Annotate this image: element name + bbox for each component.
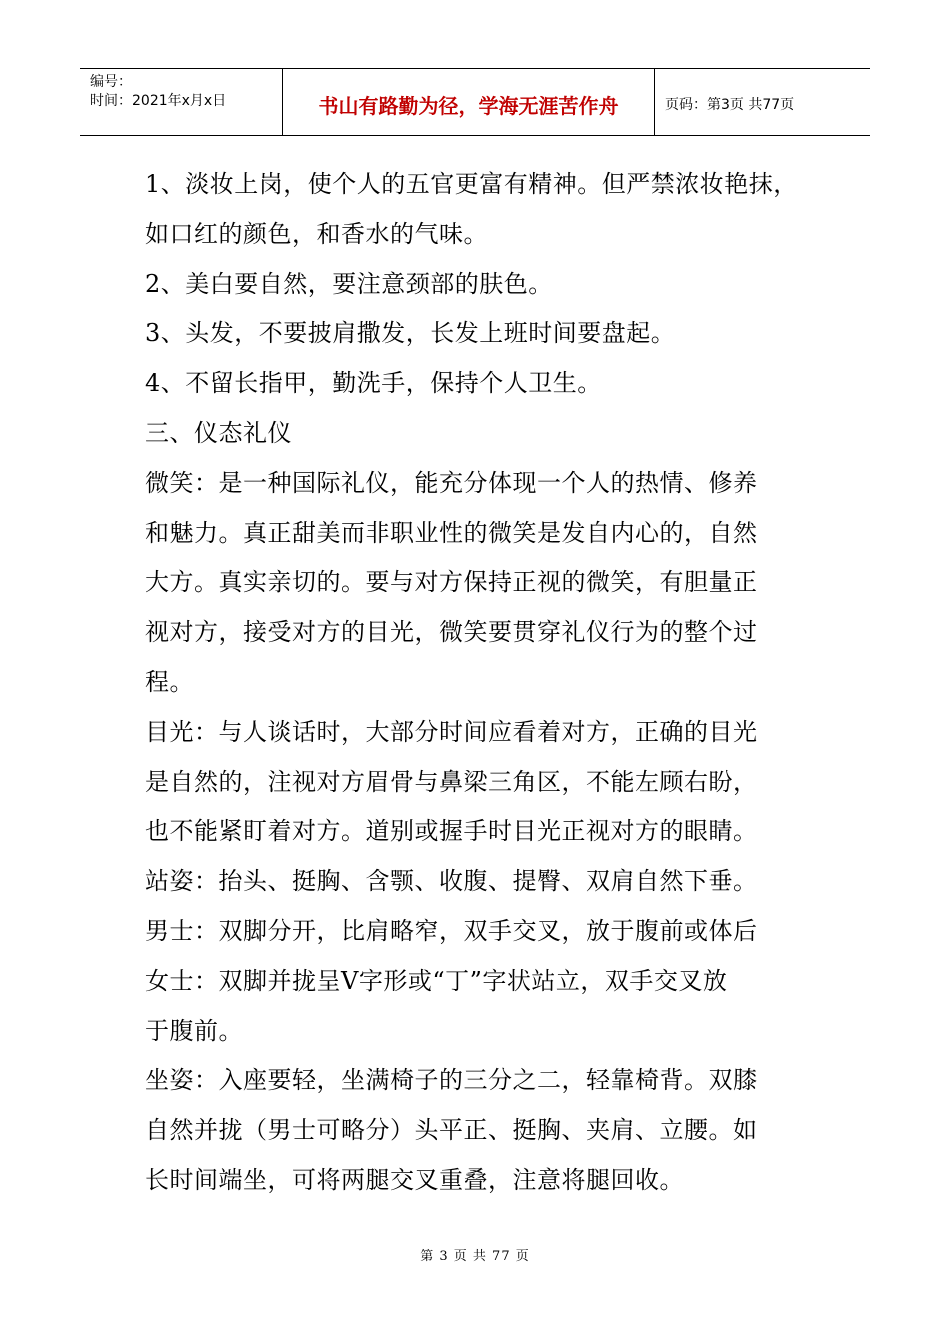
body-line: 2、美白要自然，要注意颈部的肤色。 — [145, 269, 553, 298]
document-date: 时间：2021年x月x日 — [90, 93, 227, 109]
page-header — [80, 68, 870, 136]
page-footer: 第 3 页 共 77 页 — [420, 1249, 530, 1264]
document-number-label: 编号： — [90, 74, 132, 90]
body-line: 1、淡妆上岗，使个人的五官更富有精神。但严禁浓妆艳抹， — [145, 170, 798, 198]
body-line: 坐姿：入座要轻，坐满椅子的三分之二，轻靠椅背。双膝 — [145, 1066, 758, 1095]
header-motto: 书山有路勤为径，学海无涯苦作舟 — [283, 69, 655, 135]
document-body — [145, 160, 825, 1206]
section-heading: 三、仪态礼仪 — [145, 418, 292, 447]
body-line: 长时间端坐，可将两腿交叉重叠，注意将腿回收。 — [145, 1165, 684, 1194]
body-line: 也不能紧盯着对方。道别或握手时目光正视对方的眼睛。 — [145, 817, 758, 846]
body-line: 目光：与人谈话时，大部分时间应看着对方，正确的目光 — [145, 717, 758, 746]
body-line: 于腹前。 — [145, 1016, 243, 1045]
body-line: 男士：双脚分开，比肩略窄，双手交叉，放于腹前或体后 — [145, 916, 758, 945]
body-line: 女士：双脚并拢呈V字形或“丁”字状站立，双手交叉放 — [145, 966, 728, 995]
body-line: 4、不留长指甲，勤洗手，保持个人卫生。 — [145, 369, 602, 398]
body-line: 程。 — [145, 667, 194, 696]
body-line: 微笑：是一种国际礼仪，能充分体现一个人的热情、修养 — [145, 468, 758, 497]
body-line: 大方。真实亲切的。要与对方保持正视的微笑，有胆量正 — [145, 568, 758, 597]
body-line: 和魅力。真正甜美而非职业性的微笑是发自内心的，自然 — [145, 518, 758, 547]
body-line: 如口红的颜色，和香水的气味。 — [145, 219, 488, 248]
body-line: 是自然的，注视对方眉骨与鼻梁三角区，不能左顾右盼， — [145, 767, 758, 796]
body-line: 视对方，接受对方的目光，微笑要贯穿礼仪行为的整个过 — [145, 618, 758, 647]
body-line: 3、头发，不要披肩撒发，长发上班时间要盘起。 — [145, 319, 676, 348]
header-meta-cell — [80, 69, 283, 135]
body-line: 站姿：抬头、挺胸、含颚、收腹、提臀、双肩自然下垂。 — [145, 867, 758, 896]
body-line: 自然并拢（男士可略分）头平正、挺胸、夹肩、立腰。如 — [145, 1116, 758, 1145]
header-page-info: 页码：第3页 共77页 — [665, 97, 795, 113]
